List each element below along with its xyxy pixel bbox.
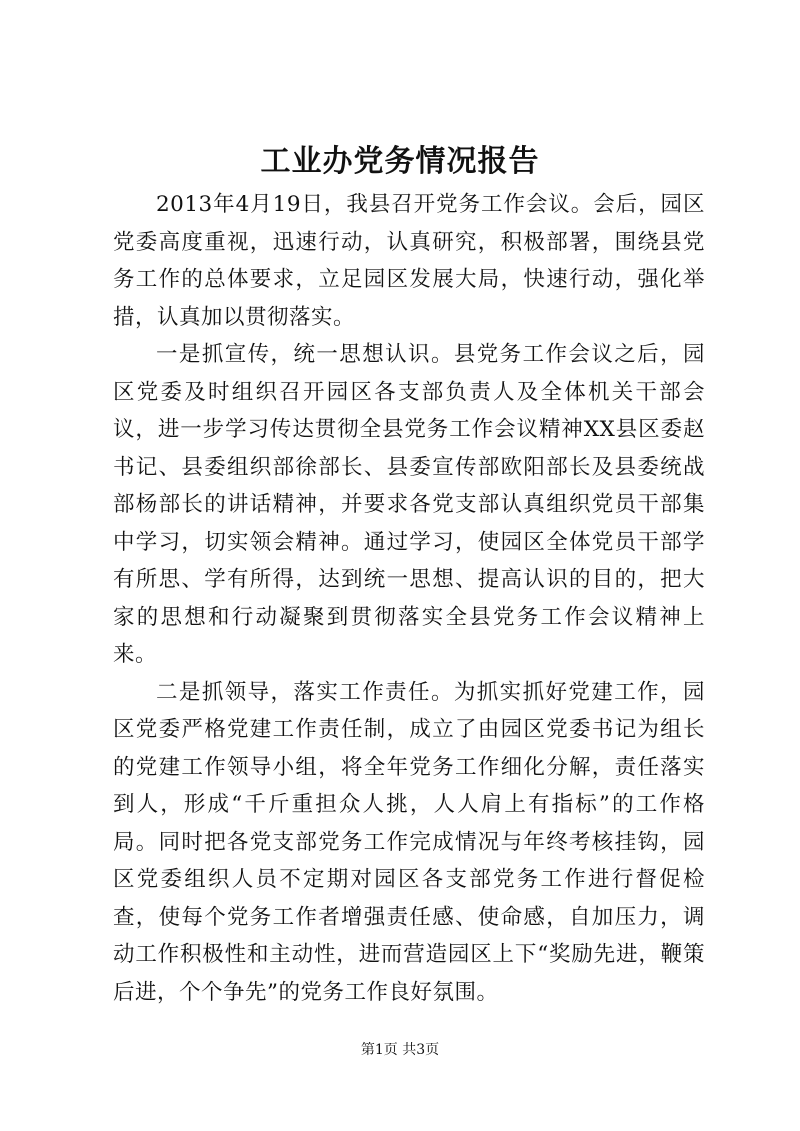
document-title: 工业办党务情况报告 bbox=[260, 144, 540, 179]
page-indicator: 第1页 共3页 bbox=[360, 1042, 440, 1058]
paragraph-intro: 2013年4月19日，我县召开党务工作会议。会后，园区党委高度重视，迅速行动，认真研究，积极部署，围绕县党务工作的总体要求，立足园区发展大局，快速行动，强化举措，认真加以贯彻落实。 bbox=[113, 192, 705, 330]
document-body bbox=[113, 186, 705, 1011]
paragraph-publicity: 一是抓宣传，统一思想认识。县党务工作会议之后，园区党委及时组织召开园区各支部负责人及全体机关干部会议，进一步学习传达贯彻全县党务工作会议精神XX县区委赵书记、县委组织部徐部长、县委宣传部欧阳部长及县委统战部杨部长的讲话精神，并要求各党支部认真组织党员干部集中学习，切实领会精神。通过学习，使园区全体党员干部学有所思、学有所得，达到统一思想、提高认识的目的，把大家的思想和行动凝聚到贯彻落实全县党务工作会议精神上来。 bbox=[113, 342, 705, 667]
paragraph-leadership: 二是抓领导，落实工作责任。为抓实抓好党建工作，园区党委严格党建工作责任制，成立了由园区党委书记为组长的党建工作领导小组，将全年党务工作细化分解，责任落实到人，形成“千斤重担众人挑，人人肩上有指标”的工作格局。同时把各党支部党务工作完成情况与年终考核挂钩，园区党委组织人员不定期对园区各支部党务工作进行督促检查，使每个党务工作者增强责任感、使命感，自加压力，调动工作积极性和主动性，进而营造园区上下“奖励先进，鞭策后进，个个争先”的党务工作良好氛围。 bbox=[113, 679, 705, 1005]
page-footer bbox=[0, 1040, 800, 1060]
